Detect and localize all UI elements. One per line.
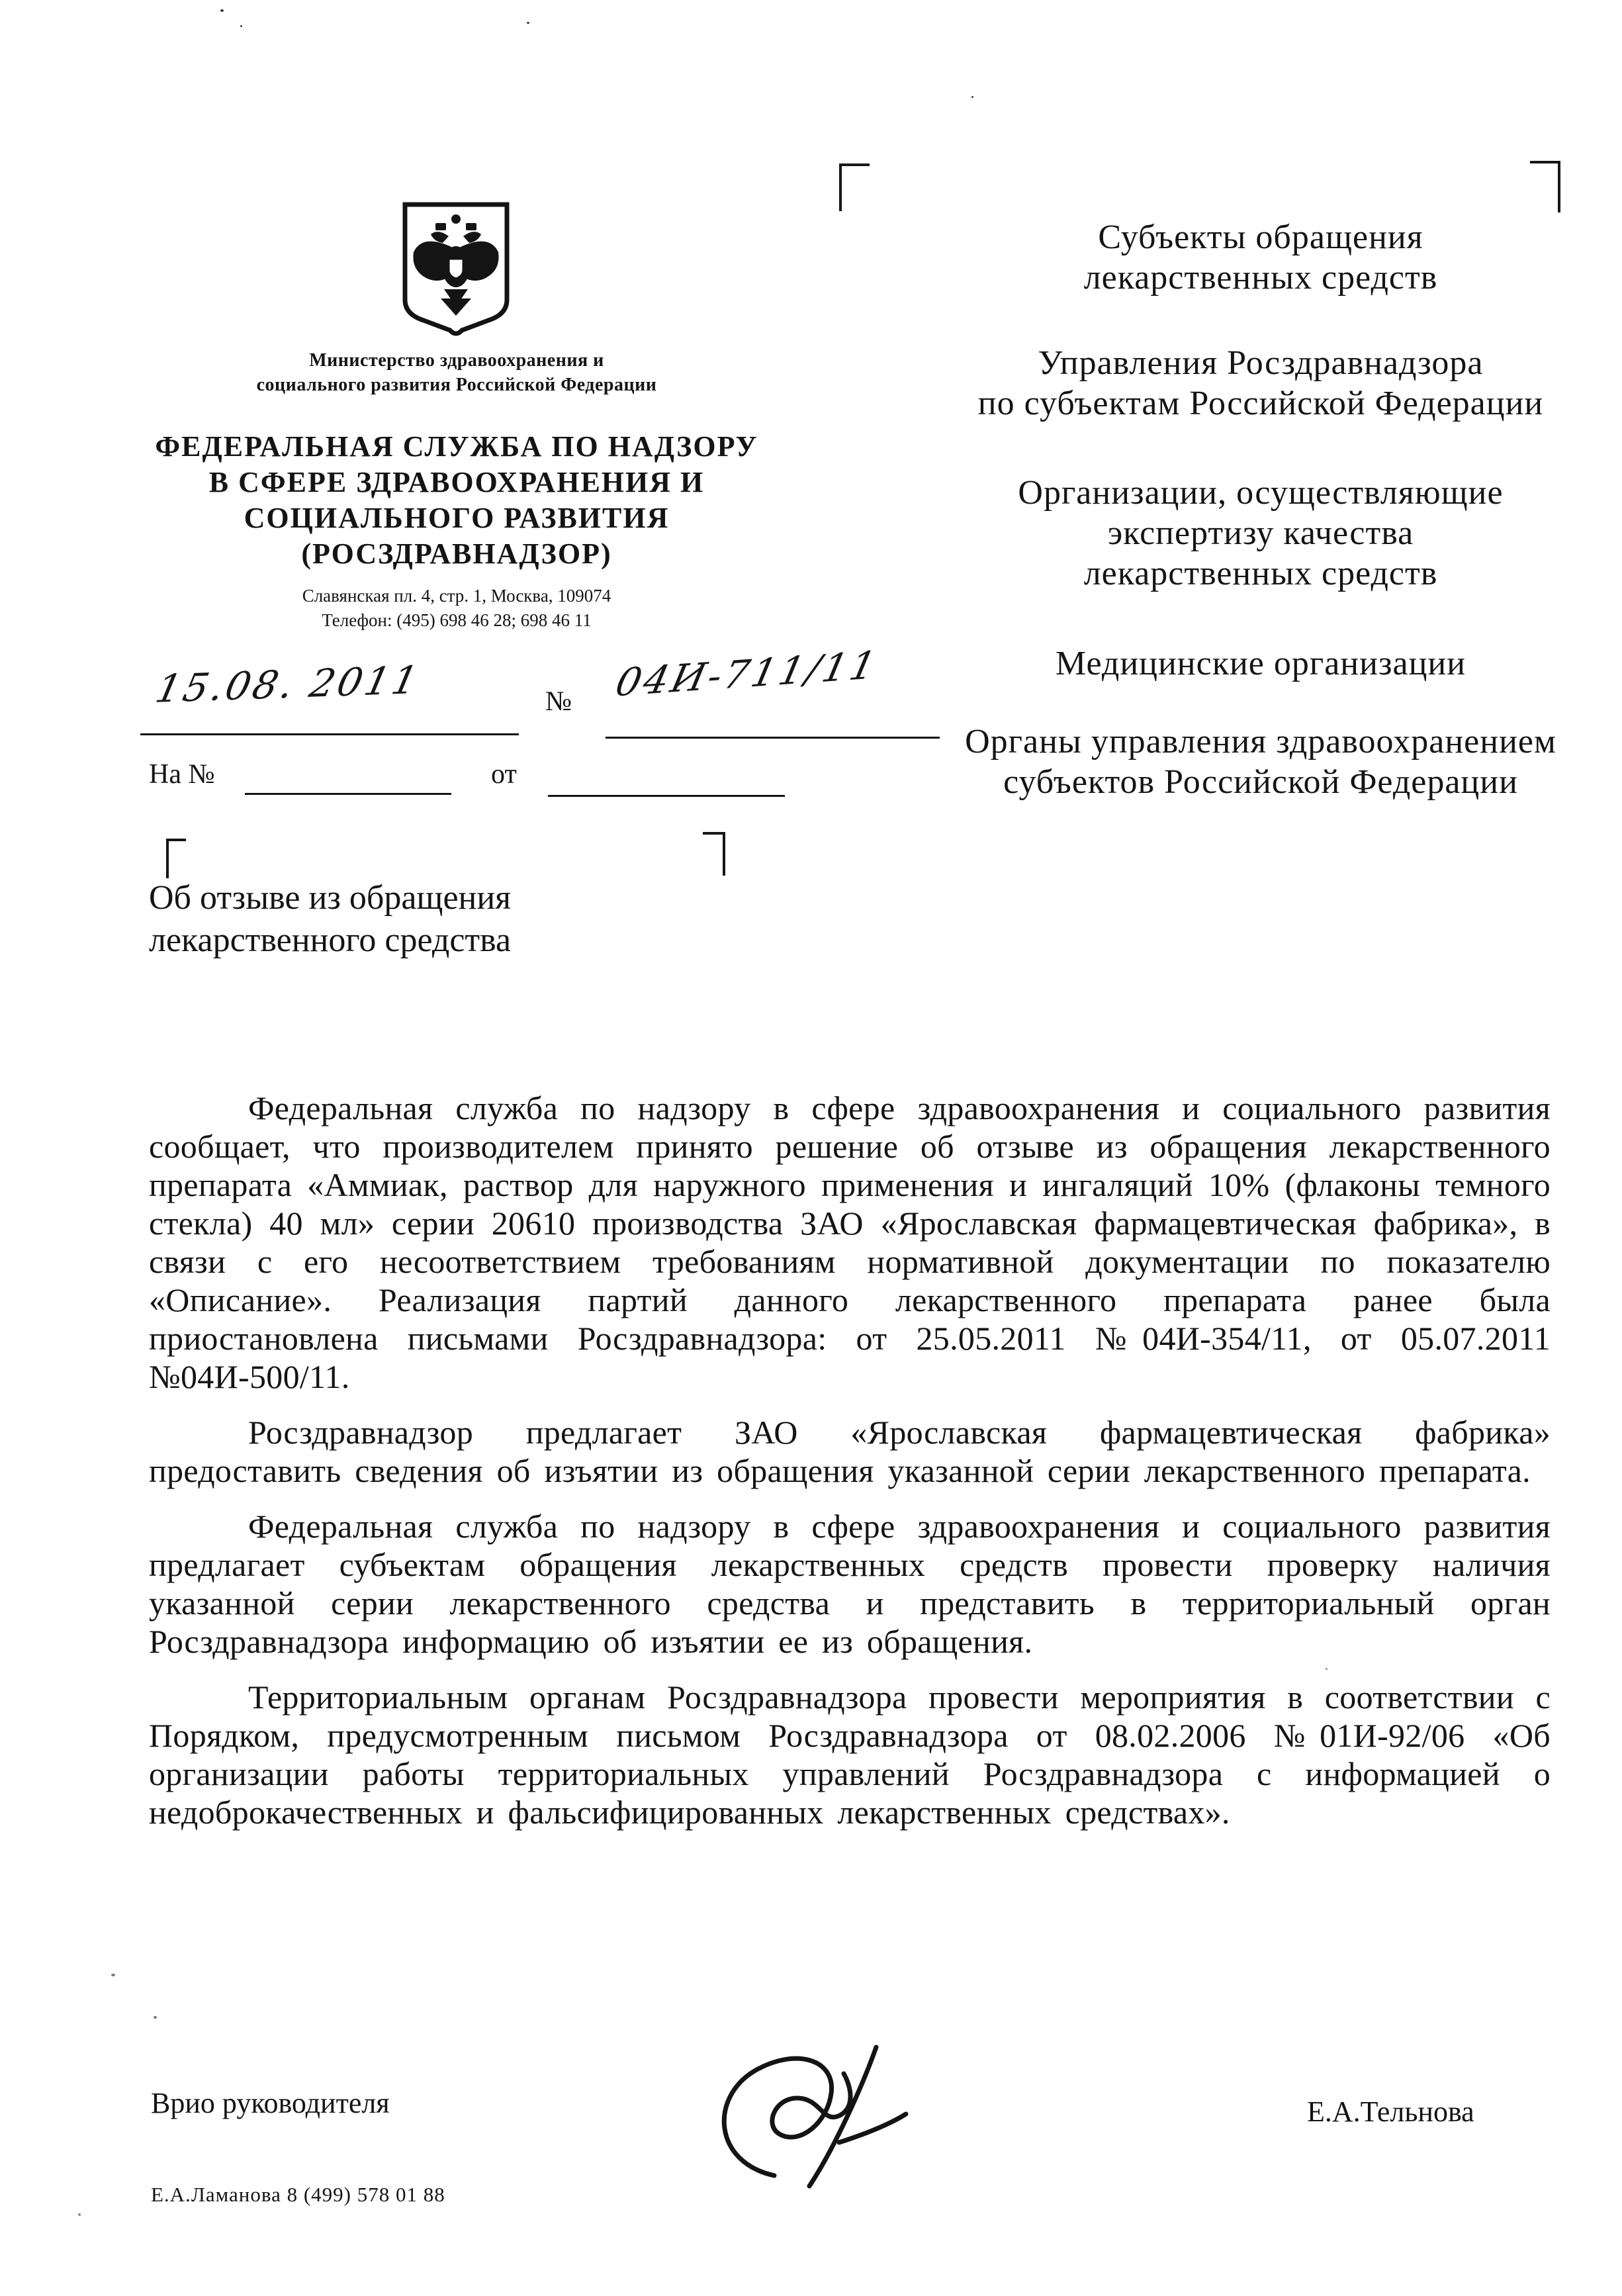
recipient-line: экспертизу качества (1107, 514, 1414, 552)
reply-from-label: от (491, 759, 517, 790)
agency-name-line: В СФЕРЕ ЗДРАВООХРАНЕНИЯ И (208, 466, 705, 498)
body-paragraph: Федеральная служба по надзору в сфере здравоохранения и социального развития сообщает, что производителем принято решение об отзыве из обращения лекарственного препарата «Аммиак, раствор для наружного применения и ингаляций 10% (флаконы темного стекла) 40 мл» серии 20610 производства ЗАО «Ярославская фармацевтическая фабрика», в связи с его несоответствием требованиям нормативной документации по показателю «Описание». Реализация партий данного лекарственного препарата ранее была приостановлена письмами Росздравнадзора: от 25.05.2011 №04И-354/11, от 05.07.2011 №04И-500/11. (149, 1089, 1551, 1395)
agency-address: Славянская пл. 4, стр. 1, Москва, 109074 (302, 586, 611, 606)
recipient-line: субъектов Российской Федерации (1003, 763, 1518, 801)
scan-speckle (527, 22, 529, 24)
subject-line: Об отзыве из обращения (149, 879, 512, 917)
signatory-name: Е.А.Тельнова (1307, 2095, 1474, 2128)
signature-icon (675, 2035, 973, 2191)
handwritten-date: 15.08. 2011 (152, 657, 425, 712)
recipient-line: по субъектам Российской Федерации (977, 385, 1544, 422)
subject-field-corner-left (166, 839, 186, 878)
scan-speckle (78, 2213, 81, 2216)
scan-speckle (971, 96, 973, 98)
recipient-line: лекарственных средств (1083, 259, 1438, 297)
agency-phone: Телефон: (495) 698 46 28; 698 46 11 (322, 610, 592, 630)
coat-of-arms-icon (396, 201, 516, 341)
scan-speckle (111, 1974, 115, 1976)
ministry-line: Министерство здравоохранения и (309, 350, 604, 371)
recipient-line: Субъекты обращения (1098, 218, 1423, 256)
reply-to-number-label: На № (149, 759, 215, 790)
subject-line: лекарственного средства (149, 921, 512, 959)
recipient-line: Органы управления здравоохранением (965, 723, 1556, 760)
handwritten-outgoing-number: 04И-711/11 (611, 642, 883, 706)
recipient-medical-organizations (897, 643, 1622, 684)
scan-speckle (154, 2016, 157, 2019)
letter-subject (149, 877, 744, 962)
number-underline (606, 737, 940, 739)
recipient-line: Управления Росздравнадзора (1038, 344, 1484, 382)
recipient-line: лекарственных средств (1083, 555, 1438, 592)
address-field-corner-right (1530, 161, 1560, 212)
signatory-position: Врио руководителя (151, 2087, 390, 2119)
body-paragraph: Территориальным органам Росздравнадзора провести мероприятия в соответствии с Порядком, предусмотренным письмом Росздравнадзора от 08.02.2006 №01И-92/06 «Об организации работы территориальных управлений Росздравнадзора с информацией о недоброкачественных и фальсифицированных лекарственных средствах». (149, 1678, 1551, 1831)
recipient-roszdravnadzor-departments (897, 343, 1622, 424)
agency-name (99, 429, 814, 572)
body-paragraph: Федеральная служба по надзору в сфере здравоохранения и социального развития предлагает субъектам обращения лекарственных средств провести проверку наличия указанной серии лекарственного средства и представить в территориальный орган Росздравнадзора информацию об изъятии ее из обращения. (149, 1508, 1551, 1660)
subject-field-corner-right (703, 832, 725, 876)
date-underline (140, 733, 519, 735)
address-field-corner-left (839, 163, 870, 211)
body-paragraph: Росздравнадзор предлагает ЗАО «Ярославская фармацевтическая фабрика» предоставить сведения об изъятии из обращения указанной серии лекарственного препарата. (149, 1414, 1551, 1489)
recipient-quality-expertise-organizations (897, 473, 1622, 594)
ministry-name (99, 348, 814, 397)
executor-contact: Е.А.Ламанова 8 (499) 578 01 88 (151, 2183, 445, 2206)
letter-body (149, 1089, 1551, 1849)
reply-number-underline (245, 793, 451, 795)
scan-speckle (240, 25, 242, 27)
agency-name-line: (РОСЗДРАВНАДЗОР) (301, 537, 612, 570)
recipient-line: Организации, осуществляющие (1018, 474, 1504, 512)
agency-contacts (99, 584, 814, 633)
scan-speckle (220, 9, 224, 12)
recipient-line: Медицинские организации (1055, 645, 1466, 682)
ministry-line: социального развития Российской Федерации (256, 375, 657, 395)
agency-name-line: ФЕДЕРАЛЬНАЯ СЛУЖБА ПО НАДЗОРУ (155, 430, 758, 463)
recipient-subjects-of-circulation (897, 217, 1622, 298)
recipient-health-authorities (897, 721, 1622, 802)
reply-date-underline (548, 795, 785, 797)
agency-name-line: СОЦИАЛЬНОГО РАЗВИТИЯ (244, 502, 670, 534)
number-sign: № (545, 686, 572, 717)
